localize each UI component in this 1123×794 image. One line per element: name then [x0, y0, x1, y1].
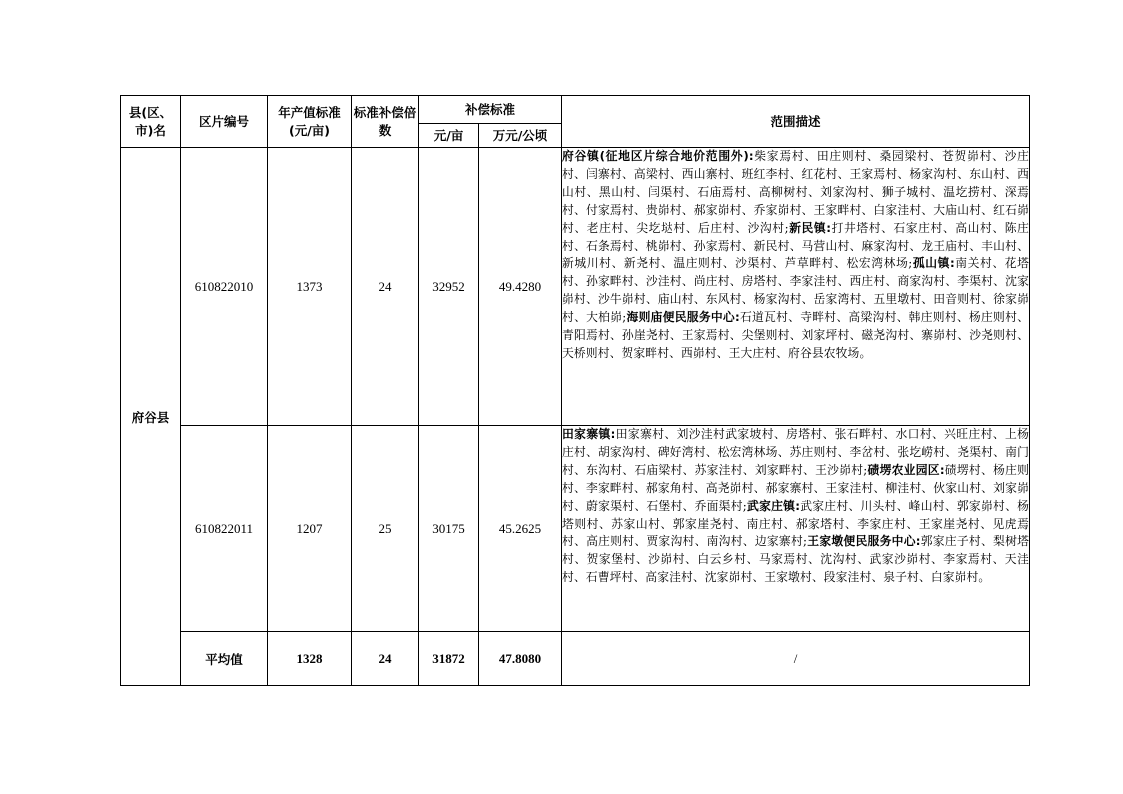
- town-name: 府谷镇(征地区片综合地价范围外):: [562, 149, 754, 163]
- multiplier-cell: 25: [352, 426, 419, 632]
- compensation-table: [120, 95, 1030, 686]
- village-list: 柴家焉村、田庄则村、桑园梁村、苍贺峁村、沙庄村、闫寨村、高梁村、西山寨村、班红李村、红花村、王家焉村、杨家沟村、东山村、西山村、黑山村、闫渠村、石庙焉村、高柳树村、刘家沟村、狮子城村、温圪捞村、深焉村、付家焉村、贵峁村、郝家峁村、乔家峁村、王家畔村、白家洼村、大庙山村、红石峁村、老庄村、尖圪垯村、后庄村、沙沟村;: [562, 149, 1030, 235]
- per-hectare-cell: 49.4280: [479, 148, 562, 426]
- average-per-mu: 31872: [419, 632, 479, 686]
- village-list: 打井塔村、石家庄村、高山村、陈庄村、石条焉村、桃峁村、孙家焉村、新民村、马营山村、麻家沟村、龙王庙村、丰山村、新城川村、新尧村、温庄则村、沙渠村、芦草畔村、松宏湾林场;: [562, 220, 1030, 271]
- annual-value-cell: 1207: [268, 426, 352, 632]
- town-name: 武家庄镇:: [746, 498, 801, 513]
- average-row: [121, 632, 1030, 686]
- town-name: 田家寨镇:: [562, 427, 616, 441]
- village-list: 田家寨村、刘沙洼村武家坡村、房塔村、张石畔村、水口村、兴旺庄村、上杨庄村、胡家沟村、碑好湾村、松宏湾林场、苏庄则村、李岔村、张圪崂村、尧渠村、南门村、东沟村、石庙梁村、苏家洼村、刘家畔村、王沙峁村;: [562, 427, 1030, 477]
- header-multiplier: 标准补偿倍数: [352, 96, 419, 148]
- header-compensation: 补偿标准: [419, 96, 562, 124]
- village-list: 碛塄村、杨庄则村、李家畔村、郝家角村、高尧峁村、郝家寨村、王家洼村、柳洼村、伙家山村、刘家峁村、蔚家渠村、石堡村、乔面渠村;: [562, 462, 1030, 513]
- header-per-mu: 元/亩: [419, 124, 479, 148]
- header-annual-value: 年产值标准(元/亩): [268, 96, 352, 148]
- village-list: 石道瓦村、寺畔村、高梁沟村、韩庄则村、杨庄则村、青阳焉村、孙崖尧村、王家焉村、尖堡则村、刘家坪村、磁尧沟村、寨峁村、沙尧则村、天桥则村、贺家畔村、西峁村、王大庄村、府谷县农牧场。: [562, 310, 1030, 360]
- village-list: 武家庄村、川头村、峰山村、郭家峁村、杨塔则村、苏家山村、郭家崖尧村、南庄村、郝家塔村、李家庄村、王家崖尧村、见虎焉村、高庄则村、贾家沟村、南沟村、边家寨村;: [562, 498, 1030, 549]
- header-county: 县(区、市)名: [121, 96, 181, 148]
- header-zone-code: 区片编号: [181, 96, 268, 148]
- average-label: 平均值: [181, 632, 268, 686]
- table-row: [121, 148, 1030, 426]
- multiplier-cell: 24: [352, 148, 419, 426]
- town-name: 海则庙便民服务中心:: [626, 310, 740, 325]
- town-name: 新民镇:: [788, 220, 832, 235]
- town-name: 碛塄农业园区:: [867, 462, 945, 477]
- description-cell: [562, 148, 1030, 426]
- zone-code-cell: 610822011: [181, 426, 268, 632]
- zone-code-cell: 610822010: [181, 148, 268, 426]
- average-multiplier: 24: [352, 632, 419, 686]
- header-per-hectare: 万元/公顷: [479, 124, 562, 148]
- annual-value-cell: 1373: [268, 148, 352, 426]
- town-name: 孤山镇:: [912, 256, 955, 271]
- description-cell: [562, 426, 1030, 632]
- village-list: 南关村、花塔村、孙家畔村、沙洼村、尚庄村、房塔村、李家洼村、西庄村、商家沟村、李渠村、沈家峁村、沙牛峁村、庙山村、东风村、杨家沟村、岳家湾村、五里墩村、田音则村、徐家峁村、大柏峁;: [562, 256, 1030, 325]
- average-per-hectare: 47.8080: [479, 632, 562, 686]
- per-mu-cell: 32952: [419, 148, 479, 426]
- header-description: 范围描述: [562, 96, 1030, 148]
- town-name: 王家墩便民服务中心:: [807, 534, 921, 549]
- average-annual: 1328: [268, 632, 352, 686]
- county-name: 府谷县: [121, 148, 181, 686]
- average-description: /: [562, 632, 1030, 686]
- per-mu-cell: 30175: [419, 426, 479, 632]
- table-row: [121, 426, 1030, 632]
- per-hectare-cell: 45.2625: [479, 426, 562, 632]
- village-list: 郭家庄子村、梨树塔村、贺家堡村、沙峁村、白云乡村、马家焉村、沈沟村、武家沙峁村、李家焉村、天洼村、石曹坪村、高家洼村、沈家峁村、王家墩村、段家洼村、泉子村、白家峁村。: [562, 534, 1030, 585]
